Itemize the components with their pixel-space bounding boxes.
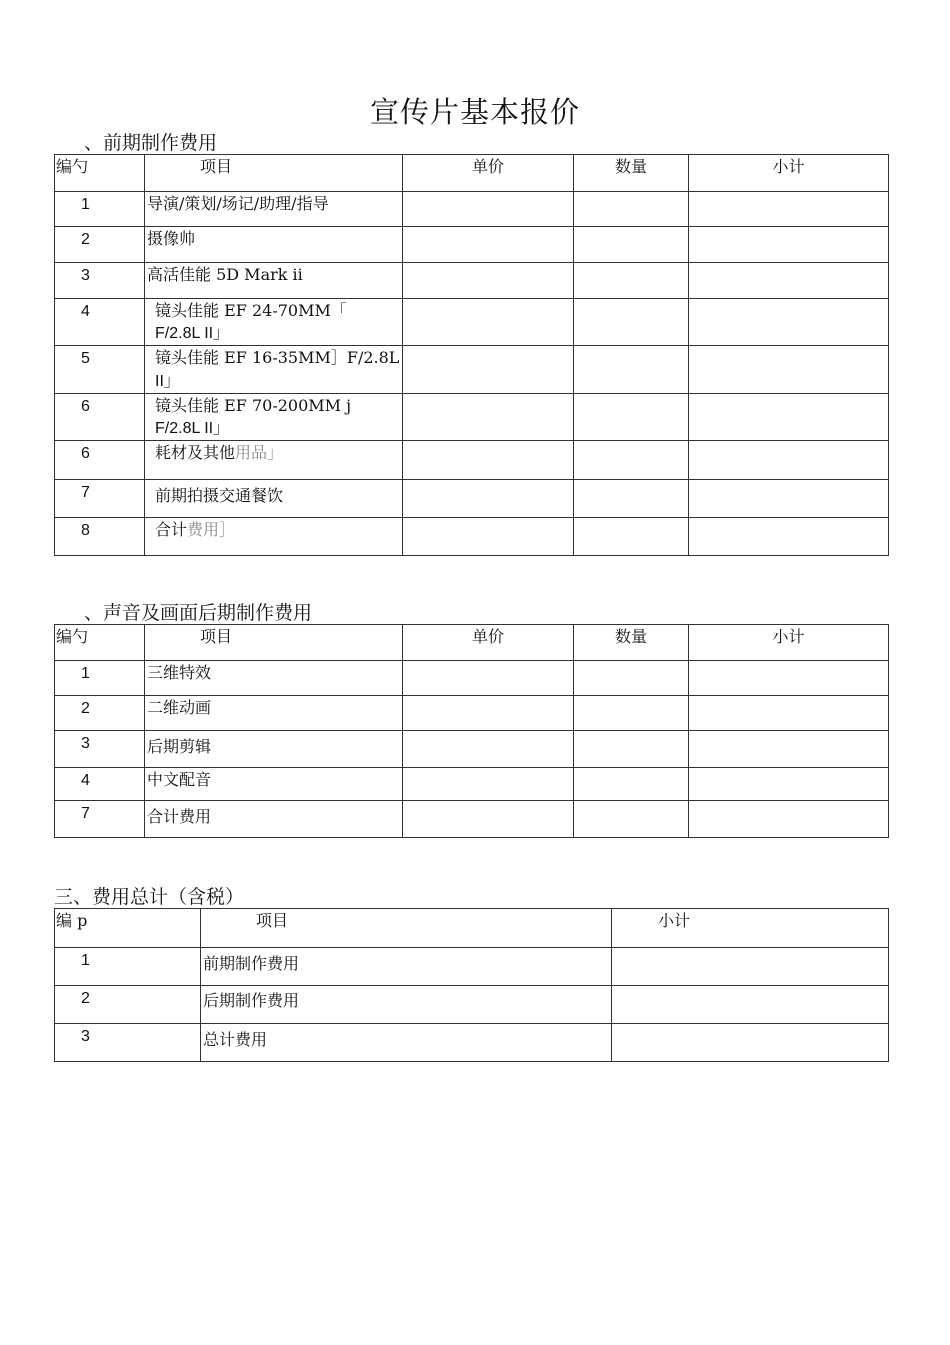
row-item: 摄像帅 [145, 227, 403, 263]
table-header-row [55, 909, 889, 948]
table-row [55, 227, 889, 263]
row-no: 2 [55, 696, 145, 731]
table-row [55, 986, 889, 1024]
row-price [403, 263, 574, 299]
header-subtotal: 小计 [689, 625, 889, 661]
row-subtotal [612, 948, 889, 986]
row-price [403, 393, 574, 440]
row-subtotal [689, 299, 889, 346]
row-subtotal [612, 986, 889, 1024]
row-subtotal [689, 227, 889, 263]
row-item-line2: II」 [155, 372, 180, 390]
table-row [55, 801, 889, 838]
row-item: 导演/策划/场记/助理/指导 [145, 192, 403, 227]
header-price: 单价 [403, 625, 574, 661]
row-no: 1 [55, 948, 201, 986]
row-qty [574, 299, 689, 346]
header-subtotal: 小计 [689, 155, 889, 192]
row-qty [574, 518, 689, 556]
row-no: 3 [55, 1024, 201, 1062]
header-item: 项目 [145, 155, 403, 192]
row-no: 7 [55, 480, 145, 518]
row-price [403, 768, 574, 801]
row-no: 2 [55, 986, 201, 1024]
row-item [145, 346, 403, 393]
row-price [403, 227, 574, 263]
row-subtotal [689, 696, 889, 731]
row-item: 高活佳能 5D Mark ii [145, 263, 403, 299]
row-subtotal [689, 346, 889, 393]
row-no: 6 [55, 441, 145, 480]
row-item: 前期制作费用 [201, 948, 612, 986]
row-subtotal [689, 393, 889, 440]
row-subtotal [612, 1024, 889, 1062]
row-item: 中文配音 [145, 768, 403, 801]
row-qty [574, 768, 689, 801]
row-price [403, 346, 574, 393]
row-subtotal [689, 192, 889, 227]
row-item-line1: 镜头佳能 EF 70-200MM j [155, 395, 352, 415]
table-row [55, 768, 889, 801]
section-heading-total: 三、费用总计（含税） [54, 886, 245, 908]
table-row [55, 480, 889, 518]
table-header-row [55, 625, 889, 661]
table-row [55, 696, 889, 731]
table-row [55, 192, 889, 227]
row-qty [574, 263, 689, 299]
section-heading-preproduction: 、前期制作费用 [84, 132, 218, 154]
row-no: 7 [55, 801, 145, 838]
header-price: 单价 [403, 155, 574, 192]
row-price [403, 518, 574, 556]
row-qty [574, 441, 689, 480]
row-item: 后期制作费用 [201, 986, 612, 1024]
row-no: 4 [55, 299, 145, 346]
row-item-text-faint: 用品」 [235, 443, 284, 463]
row-subtotal [689, 768, 889, 801]
row-no: 1 [55, 192, 145, 227]
row-item: 后期剪辑 [145, 731, 403, 768]
row-no: 6 [55, 393, 145, 440]
row-item-line2: F/2.8L II」 [155, 419, 230, 437]
row-price [403, 731, 574, 768]
row-no: 1 [55, 661, 145, 696]
row-subtotal [689, 480, 889, 518]
row-item: 三维特效 [145, 661, 403, 696]
header-no: 编勺 [55, 625, 145, 661]
header-qty: 数量 [574, 625, 689, 661]
row-qty [574, 227, 689, 263]
table-row [55, 518, 889, 556]
row-no: 3 [55, 731, 145, 768]
row-price [403, 480, 574, 518]
row-price [403, 192, 574, 227]
row-price [403, 801, 574, 838]
row-price [403, 299, 574, 346]
header-no: 编勺 [55, 155, 145, 192]
row-price [403, 696, 574, 731]
row-item [145, 393, 403, 440]
row-subtotal [689, 441, 889, 480]
row-item: 二维动画 [145, 696, 403, 731]
row-subtotal [689, 263, 889, 299]
row-qty [574, 393, 689, 440]
header-no: 编 p [55, 909, 201, 948]
row-no: 8 [55, 518, 145, 556]
row-item-line2: F/2.8L II」 [155, 325, 230, 343]
table-row [55, 731, 889, 768]
row-subtotal [689, 801, 889, 838]
table-row [55, 346, 889, 393]
table-row [55, 661, 889, 696]
row-qty [574, 346, 689, 393]
header-item: 项目 [145, 625, 403, 661]
row-qty [574, 801, 689, 838]
table-row [55, 299, 889, 346]
row-item-text: 合计 [155, 520, 188, 540]
table-header-row [55, 155, 889, 192]
row-item-line1: 镜头佳能 EF 16-35MM］F/2.8L [155, 348, 400, 368]
row-item [145, 299, 403, 346]
row-no: 4 [55, 768, 145, 801]
row-item [145, 441, 403, 480]
table-row [55, 948, 889, 986]
row-item: 前期拍摄交通餐饮 [145, 480, 403, 518]
section-heading-postproduction: 、声音及画面后期制作费用 [84, 602, 313, 624]
row-subtotal [689, 731, 889, 768]
row-no: 5 [55, 346, 145, 393]
row-no: 2 [55, 227, 145, 263]
row-no: 3 [55, 263, 145, 299]
row-subtotal [689, 661, 889, 696]
table-row [55, 1024, 889, 1062]
row-qty [574, 696, 689, 731]
row-qty [574, 480, 689, 518]
postproduction-table [54, 624, 889, 838]
preproduction-table [54, 154, 889, 556]
row-qty [574, 192, 689, 227]
row-item: 合计费用 [145, 801, 403, 838]
header-subtotal: 小计 [612, 909, 889, 948]
row-item-line1: 镜头佳能 EF 24-70MM「 [155, 301, 347, 320]
row-item: 总计费用 [201, 1024, 612, 1062]
row-item [145, 518, 403, 556]
row-qty [574, 661, 689, 696]
header-qty: 数量 [574, 155, 689, 192]
total-table [54, 908, 889, 1062]
table-row [55, 263, 889, 299]
row-subtotal [689, 518, 889, 556]
row-price [403, 661, 574, 696]
page-title: 宣传片基本报价 [369, 95, 580, 129]
row-price [403, 441, 574, 480]
row-qty [574, 731, 689, 768]
row-item-text: 耗材及其他 [155, 443, 236, 463]
header-item: 项目 [201, 909, 612, 948]
table-row [55, 393, 889, 440]
row-item-text-faint: 费用］ [187, 520, 236, 540]
table-row [55, 441, 889, 480]
